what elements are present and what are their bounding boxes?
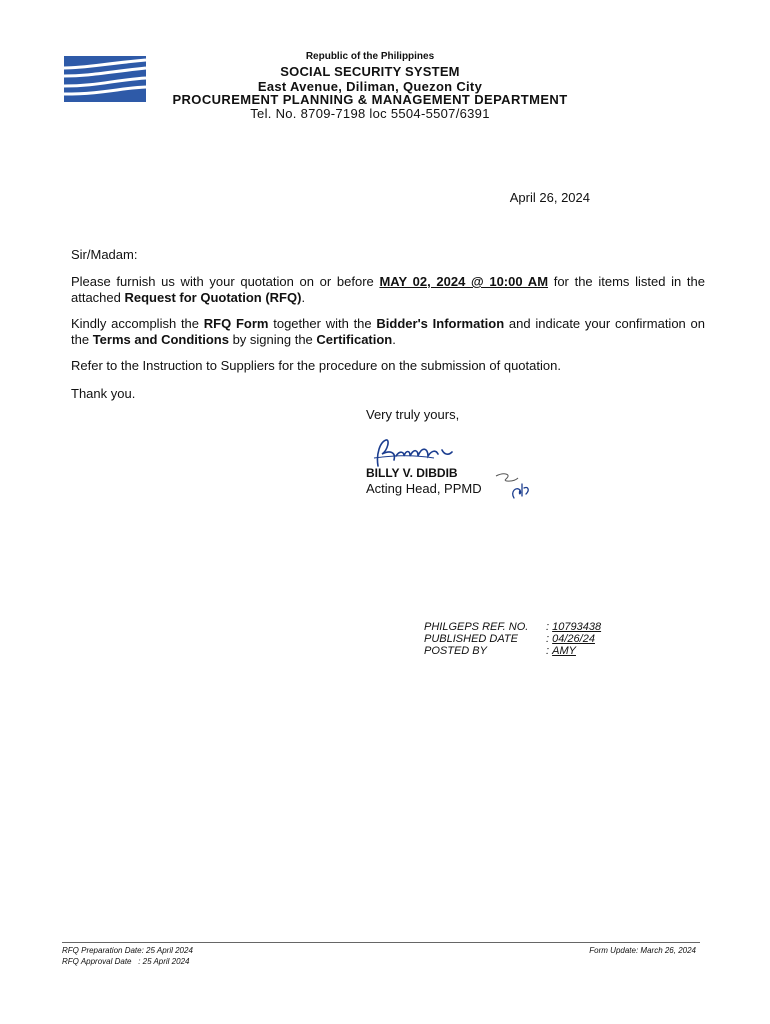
ref-label: POSTED BY (424, 645, 487, 657)
signer-name: BILLY V. DIBDIB (366, 466, 458, 480)
rfq-approval-date (62, 956, 193, 967)
ref-row-published-date (424, 633, 601, 645)
signer-title: Acting Head, PPMD (366, 481, 482, 496)
p2-text-3: and indicate your confirmation on the (71, 316, 705, 347)
letter-date: April 26, 2024 (509, 190, 590, 205)
rfq-form-text: RFQ Form (203, 316, 269, 331)
p2-text-2: together with the (268, 316, 377, 331)
ref-row-philgeps (424, 621, 601, 633)
prep-value: : 25 April 2024 (141, 946, 193, 955)
ref-row-posted-by (424, 645, 601, 657)
prep-label: RFQ Preparation Date (62, 946, 142, 955)
ref-value: 04/26/24 (552, 633, 595, 645)
p2-text-1: Kindly accomplish the (71, 316, 204, 331)
p1-text-1: Please furnish us with your quotation on or before (71, 274, 380, 289)
initials-icon (490, 470, 534, 500)
certification-text: Certification (316, 331, 393, 347)
sss-logo-icon (64, 56, 146, 102)
thank-you: Thank you. (71, 386, 136, 401)
p1-text-2: for the items listed in the attached (71, 274, 705, 305)
paragraph-quotation-request (71, 274, 705, 305)
form-update: Form Update: March 26, 2024 (589, 946, 696, 955)
approval-label: RFQ Approval Date (62, 957, 132, 966)
terms-text: Terms and Conditions (92, 331, 229, 347)
ref-value: 10793438 (552, 621, 602, 633)
paragraph-instruction-to-suppliers: Refer to the Instruction to Suppliers for the procedure on the submission of quotation. (71, 358, 561, 373)
p2-text-5: . (392, 331, 396, 347)
ref-value: AMY (552, 645, 576, 657)
philgeps-reference-block (424, 621, 601, 657)
rfq-preparation-date (62, 945, 193, 956)
republic-line: Republic of the Philippines (305, 51, 435, 62)
department-name: PROCUREMENT PLANNING & MANAGEMENT DEPARTMENT (172, 92, 568, 107)
organization-name: SOCIAL SECURITY SYSTEM (280, 64, 460, 79)
ref-sep: : (546, 621, 550, 633)
rfq-reference: Request for Quotation (RFQ) (124, 289, 302, 305)
p1-text-3: . (301, 289, 306, 305)
footer-dates (62, 945, 193, 967)
p2-text-4: by signing the (228, 331, 317, 347)
bidders-info-text: Bidder's Information (376, 316, 505, 331)
deadline-text: MAY 02, 2024 @ 10:00 AM (379, 274, 549, 289)
ref-sep: : (546, 633, 550, 645)
salutation: Sir/Madam: (71, 247, 138, 262)
ref-label: PHILGEPS REF. NO. (424, 621, 529, 633)
approval-value: : 25 April 2024 (138, 957, 190, 966)
ref-sep: : (546, 645, 550, 657)
telephone-line: Tel. No. 8709-7198 loc 5504-5507/6391 (250, 106, 490, 121)
paragraph-instructions (71, 316, 705, 347)
organization-address: East Avenue, Diliman, Quezon City (257, 79, 483, 94)
footer-divider (62, 942, 700, 943)
ref-label: PUBLISHED DATE (424, 633, 518, 645)
closing: Very truly yours, (366, 407, 460, 422)
